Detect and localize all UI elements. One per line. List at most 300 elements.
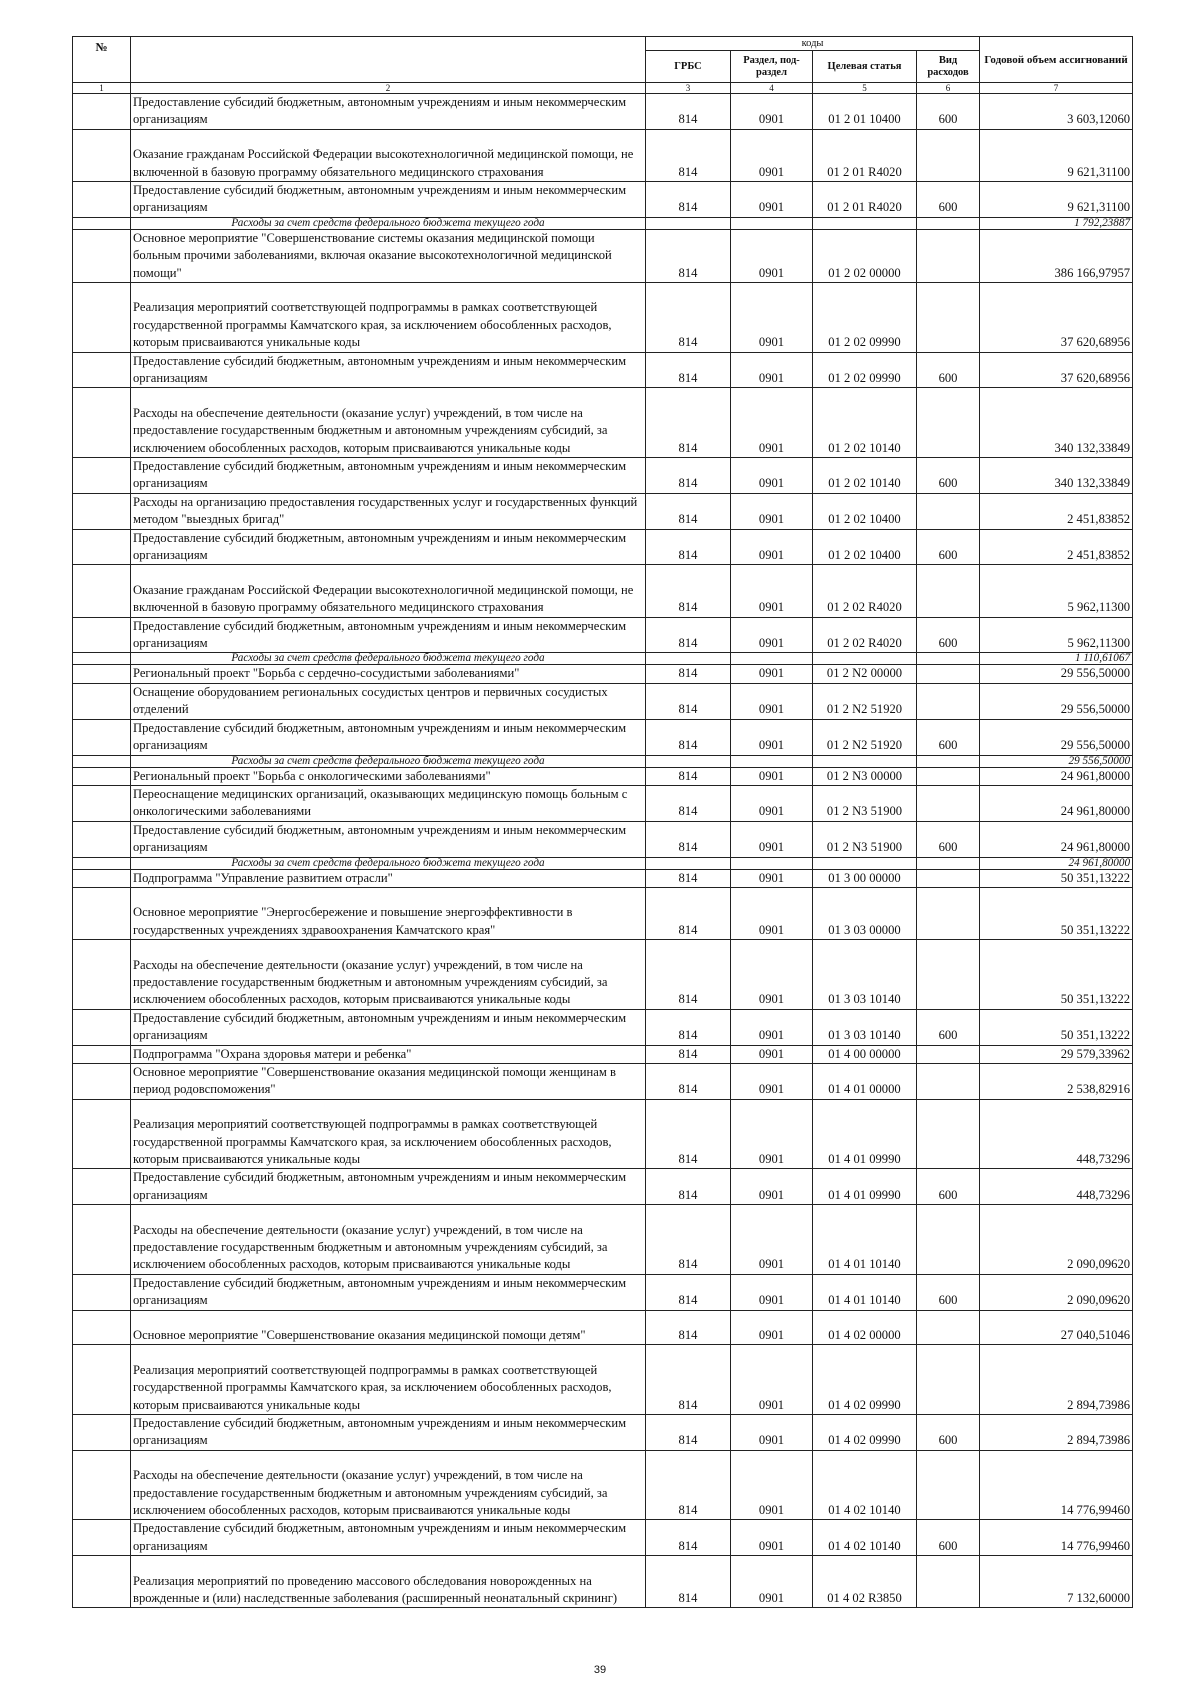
row-grbs xyxy=(646,653,731,665)
row-target-article: 01 2 01 R4020 xyxy=(813,182,917,218)
row-expense-type: 600 xyxy=(917,94,980,130)
row-name: Предоставление субсидий бюджетным, автономным учреждениям и иным некоммерческим организациям xyxy=(131,719,646,755)
row-amount: 2 538,82916 xyxy=(980,1063,1133,1099)
header-number: № xyxy=(73,37,131,83)
row-amount: 37 620,68956 xyxy=(980,283,1133,353)
row-amount: 29 556,50000 xyxy=(980,683,1133,719)
row-expense-type xyxy=(917,1063,980,1099)
row-target-article: 01 3 03 00000 xyxy=(813,887,917,939)
row-section: 0901 xyxy=(731,1169,813,1205)
row-expense-type: 600 xyxy=(917,182,980,218)
row-name: Предоставление субсидий бюджетным, автономным учреждениям и иным некоммерческим организациям xyxy=(131,529,646,565)
row-number-cell xyxy=(73,1169,131,1205)
row-section: 0901 xyxy=(731,683,813,719)
row-target-article: 01 4 01 10140 xyxy=(813,1205,917,1275)
row-target-article: 01 4 02 00000 xyxy=(813,1310,917,1345)
row-number-cell xyxy=(73,940,131,1010)
row-section xyxy=(731,653,813,665)
column-number: 6 xyxy=(917,83,980,94)
row-number-cell xyxy=(73,821,131,857)
row-grbs: 814 xyxy=(646,1520,731,1556)
row-amount: 29 556,50000 xyxy=(980,719,1133,755)
table-row xyxy=(73,887,1133,939)
row-expense-type xyxy=(917,1045,980,1063)
row-amount: 29 556,50000 xyxy=(980,755,1133,767)
row-amount: 448,73296 xyxy=(980,1099,1133,1169)
row-name: Предоставление субсидий бюджетным, автономным учреждениям и иным некоммерческим организациям xyxy=(131,352,646,388)
row-expense-type xyxy=(917,767,980,785)
row-target-article: 01 2 N3 51900 xyxy=(813,821,917,857)
row-expense-type xyxy=(917,785,980,821)
table-row xyxy=(73,529,1133,565)
row-target-article: 01 2 02 10400 xyxy=(813,529,917,565)
row-grbs: 814 xyxy=(646,1205,731,1275)
table-row xyxy=(73,1045,1133,1063)
row-section: 0901 xyxy=(731,458,813,494)
row-expense-type xyxy=(917,940,980,1010)
row-target-article: 01 2 N2 00000 xyxy=(813,665,917,683)
federal-budget-row xyxy=(73,755,1133,767)
table-row xyxy=(73,869,1133,887)
row-name: Реализация мероприятий соответствующей подпрограммы в рамках соответствующей государственной программы Камчатского края, за исключением обособленных расходов, которым присваиваются уникальные коды xyxy=(131,283,646,353)
row-target-article: 01 2 N3 00000 xyxy=(813,767,917,785)
header-name-column xyxy=(131,37,646,83)
column-number: 1 xyxy=(73,83,131,94)
table-row xyxy=(73,719,1133,755)
row-expense-type: 600 xyxy=(917,617,980,653)
row-grbs: 814 xyxy=(646,665,731,683)
row-target-article: 01 2 02 10140 xyxy=(813,388,917,458)
column-number: 5 xyxy=(813,83,917,94)
row-section: 0901 xyxy=(731,182,813,218)
row-section: 0901 xyxy=(731,1063,813,1099)
row-expense-type: 600 xyxy=(917,821,980,857)
row-expense-type xyxy=(917,1310,980,1345)
row-amount: 2 451,83852 xyxy=(980,529,1133,565)
row-amount: 340 132,33849 xyxy=(980,388,1133,458)
row-number-cell xyxy=(73,493,131,529)
row-expense-type: 600 xyxy=(917,1414,980,1450)
row-name: Расходы за счет средств федерального бюджета текущего года xyxy=(131,857,646,869)
row-number-cell xyxy=(73,283,131,353)
row-section: 0901 xyxy=(731,94,813,130)
row-target-article: 01 4 02 09990 xyxy=(813,1345,917,1415)
row-amount: 1 110,61067 xyxy=(980,653,1133,665)
table-row xyxy=(73,388,1133,458)
row-target-article: 01 2 N2 51920 xyxy=(813,719,917,755)
row-name: Региональный проект "Борьба с сердечно-сосудистыми заболеваниями" xyxy=(131,665,646,683)
row-target-article: 01 4 02 10140 xyxy=(813,1520,917,1556)
row-amount: 14 776,99460 xyxy=(980,1520,1133,1556)
row-expense-type xyxy=(917,565,980,617)
row-amount: 9 621,31100 xyxy=(980,182,1133,218)
row-grbs: 814 xyxy=(646,887,731,939)
row-expense-type xyxy=(917,493,980,529)
header-section: Раздел, под-раздел xyxy=(731,51,813,83)
row-expense-type: 600 xyxy=(917,458,980,494)
row-expense-type xyxy=(917,869,980,887)
row-expense-type: 600 xyxy=(917,1009,980,1045)
row-grbs: 814 xyxy=(646,1045,731,1063)
row-grbs: 814 xyxy=(646,1450,731,1520)
row-section: 0901 xyxy=(731,617,813,653)
header-annual-amount: Годовой объем ассигнований xyxy=(980,37,1133,83)
row-target-article: 01 2 02 09990 xyxy=(813,283,917,353)
row-amount: 340 132,33849 xyxy=(980,458,1133,494)
row-number-cell xyxy=(73,458,131,494)
table-row xyxy=(73,1009,1133,1045)
row-section: 0901 xyxy=(731,821,813,857)
row-target-article: 01 2 02 10140 xyxy=(813,458,917,494)
row-name: Оснащение оборудованием региональных сосудистых центров и первичных сосудистых отделений xyxy=(131,683,646,719)
row-expense-type xyxy=(917,217,980,229)
row-name: Предоставление субсидий бюджетным, автономным учреждениям и иным некоммерческим организациям xyxy=(131,1169,646,1205)
row-amount: 2 090,09620 xyxy=(980,1274,1133,1310)
row-target-article: 01 4 01 10140 xyxy=(813,1274,917,1310)
row-grbs: 814 xyxy=(646,458,731,494)
row-section: 0901 xyxy=(731,529,813,565)
row-amount: 386 166,97957 xyxy=(980,229,1133,282)
row-number-cell xyxy=(73,1274,131,1310)
row-amount: 2 090,09620 xyxy=(980,1205,1133,1275)
row-expense-type xyxy=(917,857,980,869)
row-grbs xyxy=(646,857,731,869)
row-target-article xyxy=(813,217,917,229)
row-target-article: 01 3 03 10140 xyxy=(813,940,917,1010)
row-target-article: 01 3 00 00000 xyxy=(813,869,917,887)
row-grbs: 814 xyxy=(646,821,731,857)
row-section: 0901 xyxy=(731,129,813,181)
row-number-cell xyxy=(73,1009,131,1045)
table-row xyxy=(73,617,1133,653)
row-grbs: 814 xyxy=(646,1063,731,1099)
row-number-cell xyxy=(73,1045,131,1063)
table-row xyxy=(73,283,1133,353)
row-section: 0901 xyxy=(731,1009,813,1045)
row-section: 0901 xyxy=(731,1205,813,1275)
table-row xyxy=(73,1414,1133,1450)
row-grbs: 814 xyxy=(646,352,731,388)
row-target-article: 01 4 01 09990 xyxy=(813,1169,917,1205)
row-amount: 2 451,83852 xyxy=(980,493,1133,529)
row-grbs: 814 xyxy=(646,1009,731,1045)
row-name: Расходы на обеспечение деятельности (оказание услуг) учреждений, в том числе на предоставление государственным бюджетным и автономным учреждениям субсидий, за исключением обособленных расходов, которым присваиваются уникальные коды xyxy=(131,1450,646,1520)
table-row xyxy=(73,1345,1133,1415)
row-expense-type xyxy=(917,1556,980,1608)
row-section: 0901 xyxy=(731,1045,813,1063)
row-target-article: 01 2 01 10400 xyxy=(813,94,917,130)
row-grbs: 814 xyxy=(646,493,731,529)
row-section: 0901 xyxy=(731,1274,813,1310)
row-number-cell xyxy=(73,1345,131,1415)
table-row xyxy=(73,458,1133,494)
row-name: Подпрограмма "Охрана здоровья матери и ребенка" xyxy=(131,1045,646,1063)
row-expense-type xyxy=(917,1345,980,1415)
row-target-article xyxy=(813,857,917,869)
row-target-article: 01 4 02 09990 xyxy=(813,1414,917,1450)
row-expense-type: 600 xyxy=(917,352,980,388)
row-grbs: 814 xyxy=(646,1556,731,1608)
row-name: Основное мероприятие "Энергосбережение и повышение энергоэффективности в государственных учреждениях здравоохранения Камчатского края" xyxy=(131,887,646,939)
row-amount: 37 620,68956 xyxy=(980,352,1133,388)
row-name: Оказание гражданам Российской Федерации высокотехнологичной медицинской помощи, не включенной в базовую программу обязательного медицинского страхования xyxy=(131,129,646,181)
header-expense-type: Вид расходов xyxy=(917,51,980,83)
row-target-article: 01 2 02 09990 xyxy=(813,352,917,388)
row-number-cell xyxy=(73,1414,131,1450)
row-amount: 29 556,50000 xyxy=(980,665,1133,683)
header-grbs: ГРБС xyxy=(646,51,731,83)
column-number: 2 xyxy=(131,83,646,94)
table-row xyxy=(73,1169,1133,1205)
row-target-article: 01 4 02 R3850 xyxy=(813,1556,917,1608)
row-amount: 27 040,51046 xyxy=(980,1310,1133,1345)
row-expense-type xyxy=(917,1205,980,1275)
row-section: 0901 xyxy=(731,869,813,887)
row-name: Расходы на обеспечение деятельности (оказание услуг) учреждений, в том числе на предоставление государственным бюджетным и автономным учреждениям субсидий, за исключением обособленных расходов, которым присваиваются уникальные коды xyxy=(131,388,646,458)
row-section: 0901 xyxy=(731,665,813,683)
row-number-cell xyxy=(73,785,131,821)
row-amount: 50 351,13222 xyxy=(980,940,1133,1010)
row-section: 0901 xyxy=(731,565,813,617)
row-name: Оказание гражданам Российской Федерации высокотехнологичной медицинской помощи, не включенной в базовую программу обязательного медицинского страхования xyxy=(131,565,646,617)
row-name: Предоставление субсидий бюджетным, автономным учреждениям и иным некоммерческим организациям xyxy=(131,182,646,218)
row-target-article: 01 2 N3 51900 xyxy=(813,785,917,821)
row-amount: 1 792,23887 xyxy=(980,217,1133,229)
row-amount: 24 961,80000 xyxy=(980,821,1133,857)
row-target-article: 01 2 02 R4020 xyxy=(813,617,917,653)
row-number-cell xyxy=(73,653,131,665)
column-number-row xyxy=(73,83,1133,94)
row-target-article: 01 2 01 R4020 xyxy=(813,129,917,181)
table-row xyxy=(73,1274,1133,1310)
row-grbs: 814 xyxy=(646,1345,731,1415)
table-row xyxy=(73,665,1133,683)
budget-appropriations-table xyxy=(72,36,1133,1608)
row-section xyxy=(731,217,813,229)
row-name: Предоставление субсидий бюджетным, автономным учреждениям и иным некоммерческим организациям xyxy=(131,617,646,653)
row-number-cell xyxy=(73,352,131,388)
row-expense-type xyxy=(917,683,980,719)
row-expense-type xyxy=(917,755,980,767)
row-section xyxy=(731,857,813,869)
table-row xyxy=(73,1450,1133,1520)
row-name: Предоставление субсидий бюджетным, автономным учреждениям и иным некоммерческим организациям xyxy=(131,1520,646,1556)
row-name: Реализация мероприятий соответствующей подпрограммы в рамках соответствующей государственной программы Камчатского края, за исключением обособленных расходов, которым присваиваются уникальные коды xyxy=(131,1345,646,1415)
row-grbs: 814 xyxy=(646,182,731,218)
table-row xyxy=(73,565,1133,617)
row-target-article: 01 4 02 10140 xyxy=(813,1450,917,1520)
row-name: Предоставление субсидий бюджетным, автономным учреждениям и иным некоммерческим организациям xyxy=(131,94,646,130)
federal-budget-row xyxy=(73,857,1133,869)
header-codes: коды xyxy=(646,37,980,51)
row-number-cell xyxy=(73,1450,131,1520)
table-row xyxy=(73,129,1133,181)
row-amount: 50 351,13222 xyxy=(980,1009,1133,1045)
row-name: Основное мероприятие "Совершенствование системы оказания медицинской помощи больным прочими заболеваниями, включая оказание высокотехнологичной медицинской помощи" xyxy=(131,229,646,282)
row-section: 0901 xyxy=(731,1520,813,1556)
row-amount: 24 961,80000 xyxy=(980,785,1133,821)
row-number-cell xyxy=(73,1205,131,1275)
table-row xyxy=(73,1099,1133,1169)
row-section: 0901 xyxy=(731,493,813,529)
row-name: Расходы за счет средств федерального бюджета текущего года xyxy=(131,653,646,665)
table-row xyxy=(73,1063,1133,1099)
table-row xyxy=(73,352,1133,388)
row-grbs: 814 xyxy=(646,940,731,1010)
table-row xyxy=(73,229,1133,282)
row-number-cell xyxy=(73,767,131,785)
row-section: 0901 xyxy=(731,719,813,755)
row-grbs: 814 xyxy=(646,229,731,282)
table-row xyxy=(73,182,1133,218)
row-section: 0901 xyxy=(731,1099,813,1169)
row-number-cell xyxy=(73,94,131,130)
page-number: 39 xyxy=(593,1664,607,1676)
row-expense-type xyxy=(917,283,980,353)
row-number-cell xyxy=(73,887,131,939)
row-name: Предоставление субсидий бюджетным, автономным учреждениям и иным некоммерческим организациям xyxy=(131,1274,646,1310)
row-name: Расходы за счет средств федерального бюджета текущего года xyxy=(131,755,646,767)
row-name: Расходы на обеспечение деятельности (оказание услуг) учреждений, в том числе на предоставление государственным бюджетным и автономным учреждениям субсидий, за исключением обособленных расходов, которым присваиваются уникальные коды xyxy=(131,1205,646,1275)
row-name: Реализация мероприятий соответствующей подпрограммы в рамках соответствующей государственной программы Камчатского края, за исключением обособленных расходов, которым присваиваются уникальные коды xyxy=(131,1099,646,1169)
row-grbs: 814 xyxy=(646,565,731,617)
row-target-article: 01 4 00 00000 xyxy=(813,1045,917,1063)
row-number-cell xyxy=(73,617,131,653)
row-grbs: 814 xyxy=(646,1169,731,1205)
row-grbs xyxy=(646,217,731,229)
table-row xyxy=(73,940,1133,1010)
federal-budget-row xyxy=(73,217,1133,229)
row-number-cell xyxy=(73,1099,131,1169)
row-name: Подпрограмма "Управление развитием отрасли" xyxy=(131,869,646,887)
table-row xyxy=(73,683,1133,719)
row-name: Предоставление субсидий бюджетным, автономным учреждениям и иным некоммерческим организациям xyxy=(131,1414,646,1450)
row-amount: 2 894,73986 xyxy=(980,1345,1133,1415)
row-section: 0901 xyxy=(731,887,813,939)
row-grbs: 814 xyxy=(646,785,731,821)
row-number-cell xyxy=(73,1310,131,1345)
row-grbs: 814 xyxy=(646,388,731,458)
row-number-cell xyxy=(73,217,131,229)
table-row xyxy=(73,821,1133,857)
row-grbs: 814 xyxy=(646,1310,731,1345)
column-number: 3 xyxy=(646,83,731,94)
row-grbs: 814 xyxy=(646,683,731,719)
row-name: Переоснащение медицинских организаций, оказывающих медицинскую помощь больным с онкологическими заболеваниями xyxy=(131,785,646,821)
row-name: Расходы за счет средств федерального бюджета текущего года xyxy=(131,217,646,229)
row-amount: 14 776,99460 xyxy=(980,1450,1133,1520)
row-number-cell xyxy=(73,857,131,869)
row-name: Региональный проект "Борьба с онкологическими заболеваниями" xyxy=(131,767,646,785)
row-section: 0901 xyxy=(731,940,813,1010)
row-section: 0901 xyxy=(731,1556,813,1608)
row-number-cell xyxy=(73,665,131,683)
row-amount: 9 621,31100 xyxy=(980,129,1133,181)
row-target-article xyxy=(813,755,917,767)
table-row xyxy=(73,785,1133,821)
row-number-cell xyxy=(73,755,131,767)
table-row xyxy=(73,94,1133,130)
row-target-article: 01 2 02 10400 xyxy=(813,493,917,529)
row-name: Предоставление субсидий бюджетным, автономным учреждениям и иным некоммерческим организациям xyxy=(131,458,646,494)
row-name: Предоставление субсидий бюджетным, автономным учреждениям и иным некоммерческим организациям xyxy=(131,1009,646,1045)
table-row xyxy=(73,1520,1133,1556)
table-body xyxy=(73,94,1133,1608)
row-target-article: 01 4 01 09990 xyxy=(813,1099,917,1169)
row-expense-type: 600 xyxy=(917,1274,980,1310)
row-target-article xyxy=(813,653,917,665)
row-section: 0901 xyxy=(731,229,813,282)
row-number-cell xyxy=(73,529,131,565)
row-number-cell xyxy=(73,683,131,719)
row-name: Расходы на обеспечение деятельности (оказание услуг) учреждений, в том числе на предоставление государственным бюджетным и автономным учреждениям субсидий, за исключением обособленных расходов, которым присваиваются уникальные коды xyxy=(131,940,646,1010)
row-name: Основное мероприятие "Совершенствование оказания медицинской помощи детям" xyxy=(131,1310,646,1345)
row-name: Предоставление субсидий бюджетным, автономным учреждениям и иным некоммерческим организациям xyxy=(131,821,646,857)
column-number: 4 xyxy=(731,83,813,94)
row-target-article: 01 3 03 10140 xyxy=(813,1009,917,1045)
row-section: 0901 xyxy=(731,1345,813,1415)
row-grbs: 814 xyxy=(646,529,731,565)
row-target-article: 01 2 02 R4020 xyxy=(813,565,917,617)
row-section: 0901 xyxy=(731,1414,813,1450)
row-number-cell xyxy=(73,869,131,887)
row-expense-type xyxy=(917,887,980,939)
row-expense-type xyxy=(917,388,980,458)
header-target-article: Целевая статья xyxy=(813,51,917,83)
row-name: Расходы на организацию предоставления государственных услуг и государственных функций методом "выездных бригад" xyxy=(131,493,646,529)
row-section: 0901 xyxy=(731,767,813,785)
row-grbs: 814 xyxy=(646,1274,731,1310)
row-section: 0901 xyxy=(731,1450,813,1520)
row-grbs: 814 xyxy=(646,617,731,653)
row-grbs: 814 xyxy=(646,129,731,181)
row-section xyxy=(731,755,813,767)
row-grbs: 814 xyxy=(646,869,731,887)
row-expense-type: 600 xyxy=(917,719,980,755)
row-name: Основное мероприятие "Совершенствование оказания медицинской помощи женщинам в период родовспоможения" xyxy=(131,1063,646,1099)
row-expense-type xyxy=(917,229,980,282)
table-row xyxy=(73,1205,1133,1275)
row-grbs xyxy=(646,755,731,767)
row-grbs: 814 xyxy=(646,767,731,785)
row-amount: 24 961,80000 xyxy=(980,767,1133,785)
federal-budget-row xyxy=(73,653,1133,665)
table-row xyxy=(73,1310,1133,1345)
row-number-cell xyxy=(73,1556,131,1608)
table-row xyxy=(73,493,1133,529)
row-grbs: 814 xyxy=(646,1099,731,1169)
column-number: 7 xyxy=(980,83,1133,94)
row-section: 0901 xyxy=(731,283,813,353)
row-number-cell xyxy=(73,1063,131,1099)
row-expense-type xyxy=(917,665,980,683)
row-number-cell xyxy=(73,229,131,282)
row-section: 0901 xyxy=(731,785,813,821)
row-number-cell xyxy=(73,182,131,218)
row-target-article: 01 4 01 00000 xyxy=(813,1063,917,1099)
row-amount: 24 961,80000 xyxy=(980,857,1133,869)
row-name: Реализация мероприятий по проведению массового обследования новорожденных на врожденные и (или) наследственные заболевания (расширенный неонатальный скрининг) xyxy=(131,1556,646,1608)
row-amount: 2 894,73986 xyxy=(980,1414,1133,1450)
row-expense-type xyxy=(917,1450,980,1520)
row-amount: 3 603,12060 xyxy=(980,94,1133,130)
row-grbs: 814 xyxy=(646,283,731,353)
row-amount: 5 962,11300 xyxy=(980,565,1133,617)
row-number-cell xyxy=(73,129,131,181)
row-amount: 29 579,33962 xyxy=(980,1045,1133,1063)
row-expense-type xyxy=(917,1099,980,1169)
row-amount: 7 132,60000 xyxy=(980,1556,1133,1608)
